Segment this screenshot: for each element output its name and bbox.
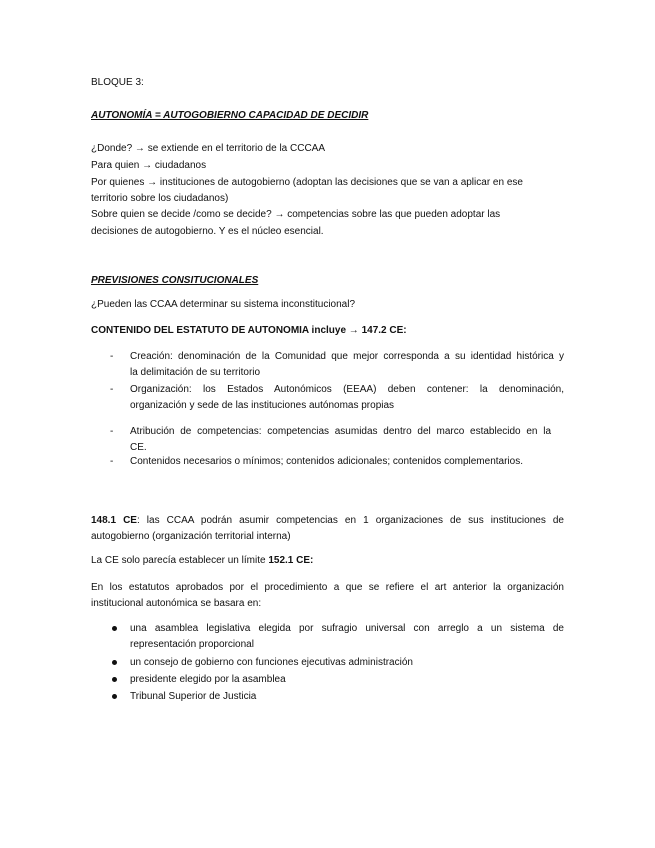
dash-marker: - [110, 426, 114, 437]
limit-line [91, 553, 313, 569]
text-line: decisiones de autogobierno. Y es el núcleo esencial. [91, 226, 324, 237]
text-line: Sobre quien se decide /como se decide? → competencias sobre las que pueden adoptar las [91, 209, 501, 220]
block-heading: BLOQUE 3: [91, 77, 144, 88]
bullet-item-line: presidente elegido por la asamblea [130, 674, 286, 685]
list-item-line: CE. [130, 442, 147, 453]
question-line: ¿Pueden las CCAA determinar su sistema inconstitucional? [91, 299, 356, 310]
text-line: territorio sobre los ciudadanos) [91, 193, 229, 204]
list-item-line: Contenidos necesarios o mínimos; contenidos adicionales; contenidos complementarios. [130, 456, 523, 467]
bullet-item-line: Tribunal Superior de Justicia [130, 691, 257, 702]
text-line: ¿Donde? → se extiende en el territorio de la CCCAA [91, 143, 326, 154]
list-item-line: la delimitación de su territorio [130, 367, 261, 378]
contenido-heading: CONTENIDO DEL ESTATUTO DE AUTONOMIA incluye → 147.2 CE: [91, 325, 407, 336]
list-item-line: Creación: denominación de la Comunidad que mejor corresponda a su identidad histórica y [130, 351, 564, 362]
article-text: : las CCAA podrán asumir competencias en 1 organizaciones de sus instituciones de [136, 515, 564, 526]
bullet-icon [112, 694, 117, 699]
bullet-item-line: un consejo de gobierno con funciones ejecutivas administración [130, 657, 413, 668]
dash-marker: - [110, 351, 114, 362]
text-line: Por quienes → instituciones de autogobierno (adoptan las decisiones que se van a aplicar en ese [91, 177, 523, 188]
section-title-autonomia: AUTONOMÍA = AUTOGOBIERNO CAPACIDAD DE DECIDIR [91, 110, 369, 121]
article-148-line [91, 513, 564, 529]
article-148-line2: autogobierno (organización territorial interna) [91, 531, 291, 542]
article-ref: 148.1 CE [91, 515, 137, 526]
section-title-previsiones: PREVISIONES CONSITUCIONALES [91, 275, 259, 286]
estatutos-line: En los estatutos aprobados por el procedimiento a que se refiere el art anterior la organización [91, 582, 564, 593]
text-line: Para quien → ciudadanos [91, 160, 207, 171]
bullet-item-line: representación proporcional [130, 639, 254, 650]
limit-text: La CE solo parecía establecer un límite [91, 555, 269, 566]
bullet-icon [112, 660, 117, 665]
estatutos-line2: institucional autonómica se basara en: [91, 598, 262, 609]
list-item-line: organización y sede de las instituciones autónomas propias [130, 400, 395, 411]
bullet-icon [112, 626, 117, 631]
bullet-icon [112, 677, 117, 682]
bullet-item-line: una asamblea legislativa elegida por sufragio universal con arreglo a un sistema de [130, 623, 564, 634]
list-item-line: Organización: los Estados Autonómicos (EEAA) deben contener: la denominación, [130, 384, 564, 395]
limit-ref: 152.1 CE: [268, 555, 314, 566]
list-item-line: Atribución de competencias: competencias asumidas dentro del marco establecido en la [130, 426, 551, 437]
dash-marker: - [110, 456, 114, 467]
dash-marker: - [110, 384, 114, 395]
